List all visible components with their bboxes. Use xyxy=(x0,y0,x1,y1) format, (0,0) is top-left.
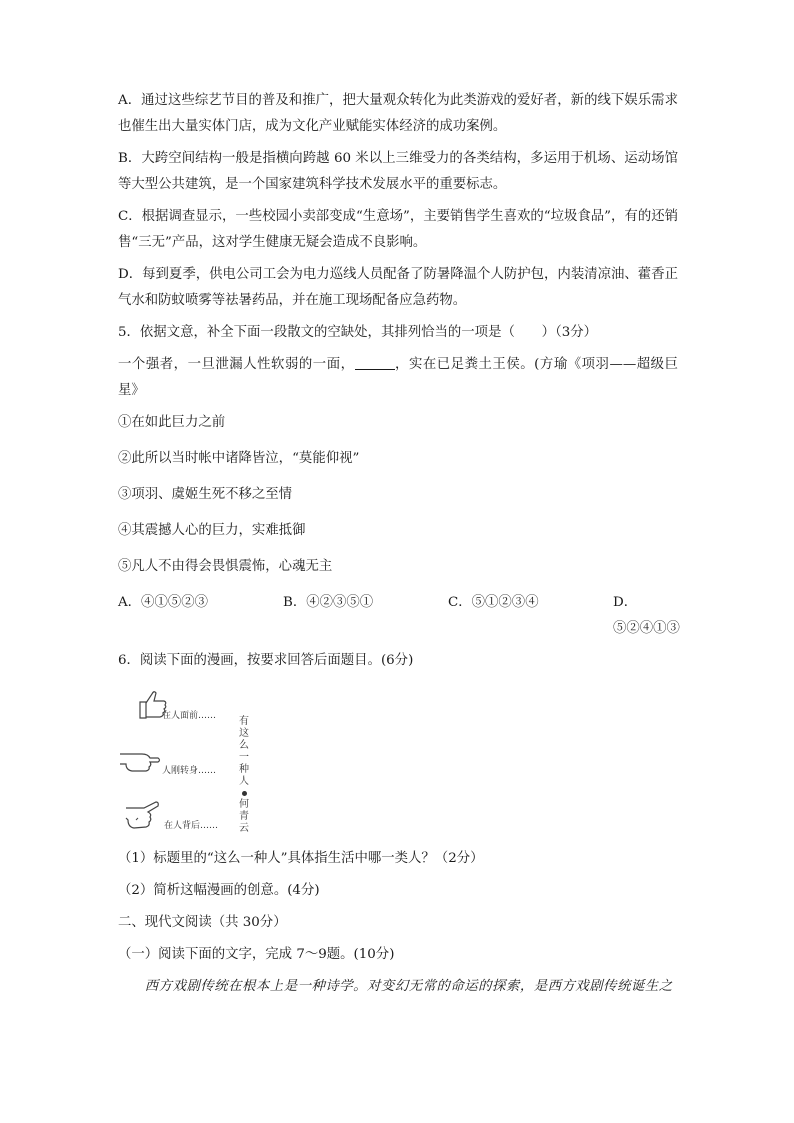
section-2-heading: 二、现代文阅读（共 30分） xyxy=(118,915,287,930)
q5-item-3: ③项羽、虞姬生死不移之至情 xyxy=(118,487,293,502)
comic-illustration xyxy=(118,688,278,838)
exam-page xyxy=(118,88,678,1013)
comic-vertical-title: 有 这 么 一 种 人 何 青 云 xyxy=(239,716,249,834)
fill-blank xyxy=(355,355,395,370)
comic-caption-3: 在人背后…… xyxy=(164,821,219,831)
q6-sub-question-1: （1）标题里的“这么一种人”具体指生活中哪一类人？（2分） xyxy=(118,851,484,866)
q5-item-5: ⑤凡人不由得会畏惧震怖，心魂无主 xyxy=(118,559,333,574)
separator-dot xyxy=(242,791,247,796)
comic-caption-2: 人刚转身…… xyxy=(162,766,217,776)
q5-options xyxy=(118,590,678,642)
question-5-stem: 5．依据文意，补全下面一段散文的空缺处，其排列恰当的一项是（ ）（3分） xyxy=(118,325,598,340)
section-2-1-heading: （一）阅读下面的文字，完成 7～9题。(10分) xyxy=(118,947,395,962)
question-6-stem: 6．阅读下面的漫画，按要求回答后面题目。(6分) xyxy=(118,653,414,668)
option-c-paragraph: C．根据调查显示，一些校园小卖部变成“生意场”，主要销售学生喜欢的“垃圾食品”，有的还销售“三无”产品，这对学生健康无疑会造成不良影响。 xyxy=(118,209,678,250)
comic-caption-1: 在人面前…… xyxy=(162,711,217,721)
question-5-passage: 一个强者，一旦泄漏人性软弱的一面， ，实在已足粪土王侯。(方瑜《项羽——超级巨星》 xyxy=(118,357,678,398)
option-b-paragraph: B．大跨空间结构一般是指横向跨越 60 米以上三维受力的各类结构，多运用于机场、运动场馆等大型公共建筑，是一个国家建筑科学技术发展水平的重要标志。 xyxy=(118,151,678,192)
pointing-hand-icon xyxy=(118,746,162,774)
q5-option-b: B．④②③⑤① xyxy=(283,595,374,610)
option-a-paragraph: A．通过这些综艺节目的普及和推广，把大量观众转化为此类游戏的爱好者，新的线下娱乐需求也催生出大量实体门店，成为文化产业赋能实体经济的成功案例。 xyxy=(118,93,678,134)
q5-item-4: ④其震撼人心的巨力，实难抵御 xyxy=(118,523,306,538)
q5-option-d: D．⑤②④①③ xyxy=(613,595,680,636)
q5-item-1: ①在如此巨力之前 xyxy=(118,415,226,430)
gun-gesture-hand-icon xyxy=(122,798,162,834)
option-d-paragraph: D．每到夏季，供电公司工会为电力巡线人员配备了防暑降温个人防护包，内装清凉油、藿香正气水和防蚊喷雾等祛暑药品，并在施工现场配备应急药物。 xyxy=(118,267,678,308)
q5-option-c: C．⑤①②③④ xyxy=(448,595,539,610)
q5-option-a: A．④①⑤②③ xyxy=(118,595,209,610)
reading-passage-start: 西方戏剧传统在根本上是一种诗学。对变幻无常的命运的探索，是西方戏剧传统诞生之 xyxy=(144,979,673,994)
q5-item-2: ②此所以当时帐中诸降皆泣，“莫能仰视” xyxy=(118,451,360,466)
q6-sub-question-2: （2）简析这幅漫画的创意。(4分) xyxy=(118,883,320,898)
